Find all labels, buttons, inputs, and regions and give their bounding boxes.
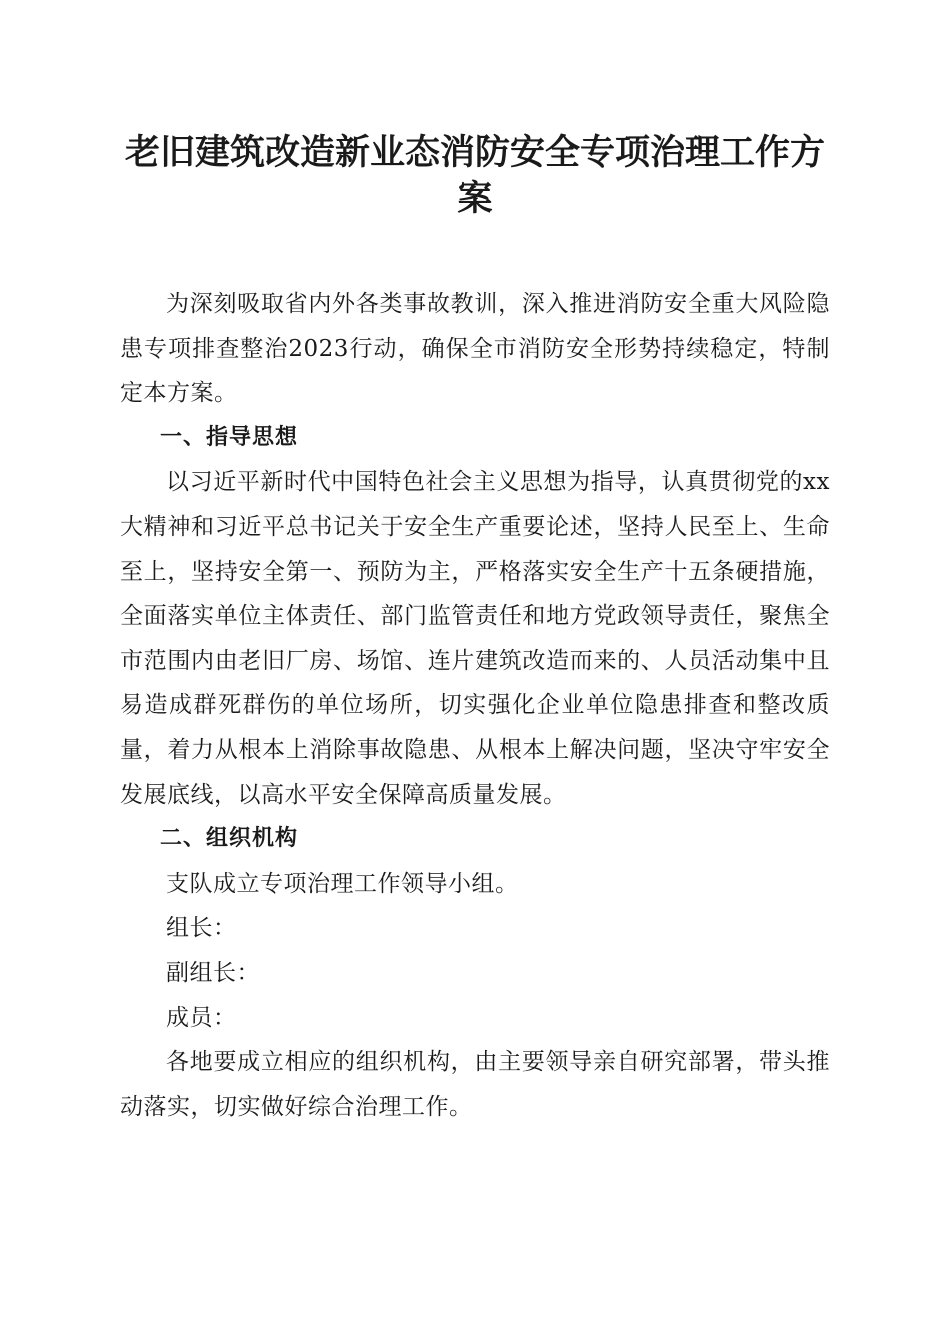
section-heading-organization: 二、组织机构 bbox=[160, 826, 299, 852]
intro-paragraph: 为深刻吸取省内外各类事故教训，深入推进消防安全重大风险隐患专项排查整治2023行动，确保全市消防安全形势持续稳定，特制定本方案。 bbox=[120, 291, 830, 407]
document-page bbox=[120, 130, 830, 1129]
local-organization-paragraph: 各地要成立相应的组织机构，由主要领导亲自研究部署，带头推动落实，切实做好综合治理工作。 bbox=[120, 1049, 830, 1120]
organization-leading-group-paragraph: 支队成立专项治理工作领导小组。 bbox=[166, 870, 519, 897]
deputy-leader-line: 副组长： bbox=[166, 959, 260, 986]
document-title: 老旧建筑改造新业态消防安全专项治理工作方案 bbox=[124, 132, 825, 219]
members-line: 成员： bbox=[166, 1004, 237, 1031]
document-body bbox=[120, 282, 830, 1129]
guiding-ideology-paragraph: 以习近平新时代中国特色社会主义思想为指导，认真贯彻党的xx大精神和习近平总书记关于安全生产重要论述，坚持人民至上、生命至上，坚持安全第一、预防为主，严格落实安全生产十五条硬措施，全面落实单位主体责任、部门监管责任和地方党政领导责任，聚焦全市范围内由老旧厂房、场馆、连片建筑改造而来的、人员活动集中且易造成群死群伤的单位场所，切实强化企业单位隐患排查和整改质量，着力从根本上消除事故隐患、从根本上解决问题，坚决守牢安全发展底线，以高水平安全保障高质量发展。 bbox=[120, 469, 830, 808]
team-leader-line: 组长： bbox=[166, 915, 237, 942]
section-heading-guiding-ideology: 一、指导思想 bbox=[160, 424, 299, 450]
